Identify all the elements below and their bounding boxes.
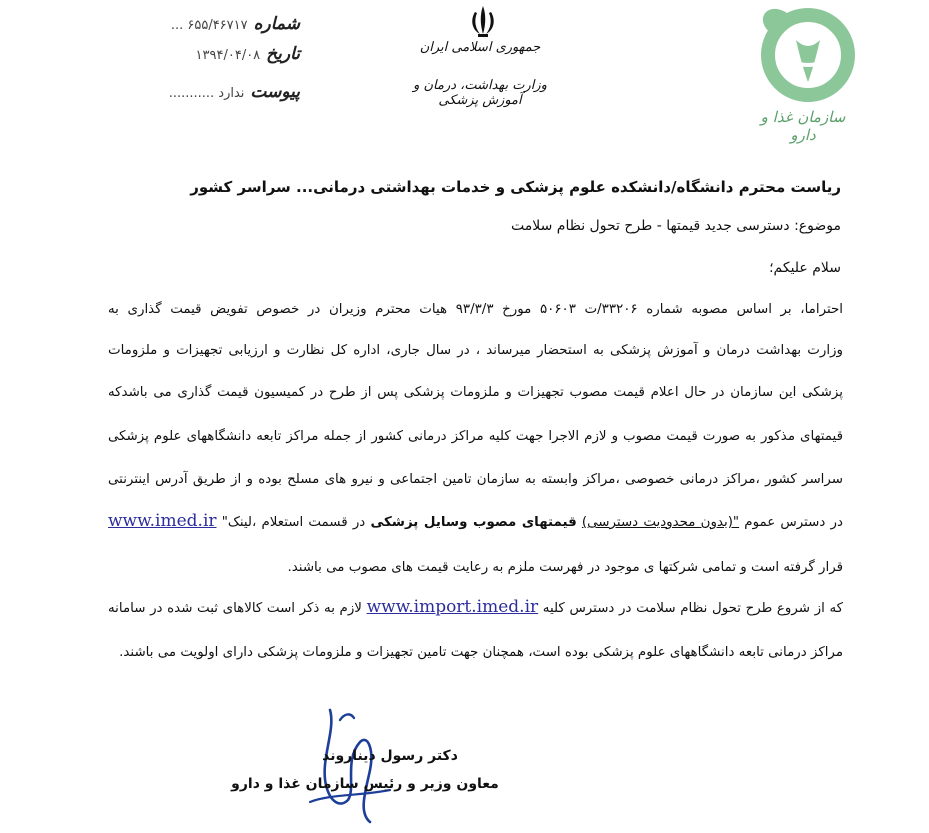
greeting: سلام علیکم؛ <box>769 260 841 276</box>
body-text: در دسترس عموم <box>744 515 843 530</box>
number-label: شماره <box>253 14 300 34</box>
body-line: مراکز درمانی تابعه دانشگاههای علوم پزشکی بوده است، همچنان جهت تامین تجهیزات و ملزومات پزشکی دارای اولویت می باشند. <box>119 645 843 660</box>
body-line-with-link <box>108 597 843 617</box>
body-text-bold: قیمتهای مصوب وسایل پزشکی <box>370 515 577 530</box>
body-text: لازم به ذکر است کالاهای ثبت شده در سامانه <box>108 601 362 616</box>
letter-attachment-row <box>110 82 300 102</box>
import-imed-link[interactable]: www.import.imed.ir <box>366 597 539 617</box>
letter-number-row <box>110 14 300 34</box>
body-line-with-link <box>108 511 843 531</box>
iran-emblem-icon <box>466 4 500 38</box>
recipient-line: ریاست محترم دانشگاه/دانشکده علوم پزشکی و خدمات بهداشتی درمانی... سراسر کشور <box>190 178 841 196</box>
logo-caption: سازمان غذا و دارو <box>760 108 846 144</box>
attachment-value: ندارد ........... <box>168 86 245 101</box>
republic-title: جمهوری اسلامی ایران <box>419 40 541 55</box>
body-line: پزشکی این سازمان در حال اعلام قیمت مصوب تجهیزات و ملزومات پزشکی پس از طرح در کمیسیون قیمت گذاری می باشدکه <box>108 385 843 400</box>
date-value: ۱۳۹۴/۰۴/۰۸ <box>195 48 261 63</box>
number-value: ۶۵۵/۴۶۷۱۷ ... <box>170 18 248 33</box>
subject-line: موضوع: دسترسی جدید قیمتها - طرح تحول نظام سلامت <box>511 218 841 234</box>
signer-name: دکتر رسول دیناروند <box>322 748 458 764</box>
date-label: تاریخ <box>266 44 300 64</box>
body-text-underlined: "(بدون محدودیت دسترسی) <box>581 515 740 530</box>
body-line: سراسر کشور ،مراکز درمانی خصوصی ،مراکز وابسته به سازمان تامین اجتماعی و نیرو های مسلح بوده و از طریق آدرس اینترنتی <box>108 472 843 487</box>
imed-link[interactable]: www.imed.ir <box>108 511 217 531</box>
body-line: قیمتهای مذکور به صورت قیمت مصوب و لازم الاجرا جهت کلیه مراکز درمانی کشور از جمله مراکز تابعه دانشگاههای علوم پزشکی <box>108 429 843 444</box>
ministry-title: وزارت بهداشت، درمان و آموزش پزشکی <box>413 78 547 108</box>
body-line: وزارت بهداشت درمان و آموزش پزشکی به استحضار میرساند ، در سال جاری، اداره کل نظارت و ارزیابی تجهیزات و ملزومات <box>108 343 843 358</box>
body-text: در قسمت استعلام ،لینک" <box>221 515 366 530</box>
signer-title: معاون وزیر و رئیس سازمان غذا و دارو <box>231 776 499 792</box>
body-text: که از شروع طرح تحول نظام سلامت در دسترس کلیه <box>542 601 843 616</box>
body-line: قرار گرفته است و تمامی شرکتها ی موجود در فهرست ملزم به رعایت قیمت های مصوب می باشند. <box>287 560 843 575</box>
letter-date-row <box>110 44 300 64</box>
attachment-label: پیوست <box>250 82 300 102</box>
body-line: احتراما، بر اساس مصوبه شماره ۳۳۲۰۶/ت ۵۰۶۰۳ مورخ ۹۳/۳/۳ هیات محترم وزیران در خصوص تفویض قیمت گذاری به <box>108 302 843 317</box>
